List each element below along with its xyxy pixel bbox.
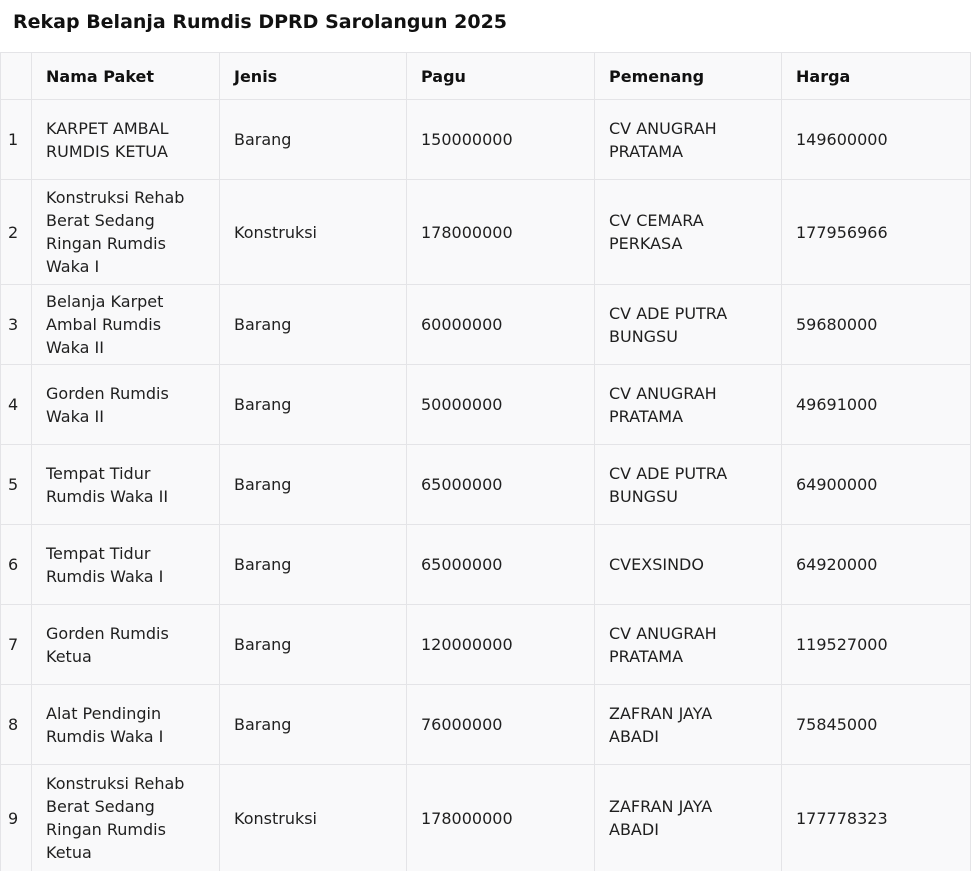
cell-harga: 177956966 bbox=[782, 180, 971, 285]
table-row bbox=[1, 765, 971, 871]
cell-no: 7 bbox=[1, 605, 32, 685]
cell-no: 8 bbox=[1, 685, 32, 765]
cell-harga: 64900000 bbox=[782, 445, 971, 525]
cell-pemenang: CV ADE PUTRA BUNGSU bbox=[595, 285, 782, 365]
cell-harga: 149600000 bbox=[782, 100, 971, 180]
cell-pemenang: CV CEMARA PERKASA bbox=[595, 180, 782, 285]
table-body bbox=[1, 100, 971, 871]
cell-nama-paket: Konstruksi Rehab Berat Sedang Ringan Rumdis Waka I bbox=[32, 180, 220, 285]
cell-jenis: Barang bbox=[220, 605, 407, 685]
header-pagu: Pagu bbox=[407, 53, 595, 100]
data-table bbox=[0, 52, 971, 871]
table-header bbox=[1, 53, 971, 100]
table-row bbox=[1, 365, 971, 445]
table-row bbox=[1, 445, 971, 525]
cell-no: 5 bbox=[1, 445, 32, 525]
cell-pemenang: CV ADE PUTRA BUNGSU bbox=[595, 445, 782, 525]
header-pemenang: Pemenang bbox=[595, 53, 782, 100]
header-no bbox=[1, 53, 32, 100]
cell-pagu: 178000000 bbox=[407, 180, 595, 285]
cell-harga: 49691000 bbox=[782, 365, 971, 445]
header-harga: Harga bbox=[782, 53, 971, 100]
cell-harga: 64920000 bbox=[782, 525, 971, 605]
cell-nama-paket: Konstruksi Rehab Berat Sedang Ringan Rumdis Ketua bbox=[32, 765, 220, 871]
cell-harga: 75845000 bbox=[782, 685, 971, 765]
cell-pagu: 150000000 bbox=[407, 100, 595, 180]
table-row bbox=[1, 100, 971, 180]
cell-nama-paket: KARPET AMBAL RUMDIS KETUA bbox=[32, 100, 220, 180]
table-row bbox=[1, 525, 971, 605]
cell-nama-paket: Gorden Rumdis Ketua bbox=[32, 605, 220, 685]
cell-no: 4 bbox=[1, 365, 32, 445]
cell-harga: 59680000 bbox=[782, 285, 971, 365]
cell-pagu: 178000000 bbox=[407, 765, 595, 871]
cell-pagu: 50000000 bbox=[407, 365, 595, 445]
cell-jenis: Barang bbox=[220, 685, 407, 765]
cell-pemenang: CVEXSINDO bbox=[595, 525, 782, 605]
cell-no: 1 bbox=[1, 100, 32, 180]
cell-nama-paket: Belanja Karpet Ambal Rumdis Waka II bbox=[32, 285, 220, 365]
cell-jenis: Konstruksi bbox=[220, 765, 407, 871]
cell-pemenang: ZAFRAN JAYA ABADI bbox=[595, 765, 782, 871]
cell-pagu: 65000000 bbox=[407, 525, 595, 605]
cell-pagu: 60000000 bbox=[407, 285, 595, 365]
cell-pemenang: CV ANUGRAH PRATAMA bbox=[595, 365, 782, 445]
table-row bbox=[1, 685, 971, 765]
table-row bbox=[1, 605, 971, 685]
page-title: Rekap Belanja Rumdis DPRD Sarolangun 2025 bbox=[13, 11, 508, 33]
cell-nama-paket: Tempat Tidur Rumdis Waka II bbox=[32, 445, 220, 525]
cell-pagu: 120000000 bbox=[407, 605, 595, 685]
header-nama-paket: Nama Paket bbox=[32, 53, 220, 100]
cell-jenis: Barang bbox=[220, 100, 407, 180]
table-row bbox=[1, 285, 971, 365]
data-table-container bbox=[0, 52, 973, 871]
cell-pagu: 65000000 bbox=[407, 445, 595, 525]
header-row bbox=[1, 53, 971, 100]
cell-nama-paket: Tempat Tidur Rumdis Waka I bbox=[32, 525, 220, 605]
cell-harga: 177778323 bbox=[782, 765, 971, 871]
table-row bbox=[1, 180, 971, 285]
cell-no: 6 bbox=[1, 525, 32, 605]
header-jenis: Jenis bbox=[220, 53, 407, 100]
cell-pagu: 76000000 bbox=[407, 685, 595, 765]
cell-pemenang: CV ANUGRAH PRATAMA bbox=[595, 100, 782, 180]
cell-jenis: Barang bbox=[220, 285, 407, 365]
cell-jenis: Barang bbox=[220, 525, 407, 605]
cell-no: 9 bbox=[1, 765, 32, 871]
cell-harga: 119527000 bbox=[782, 605, 971, 685]
cell-jenis: Konstruksi bbox=[220, 180, 407, 285]
cell-nama-paket: Alat Pendingin Rumdis Waka I bbox=[32, 685, 220, 765]
cell-jenis: Barang bbox=[220, 365, 407, 445]
cell-jenis: Barang bbox=[220, 445, 407, 525]
cell-pemenang: CV ANUGRAH PRATAMA bbox=[595, 605, 782, 685]
cell-nama-paket: Gorden Rumdis Waka II bbox=[32, 365, 220, 445]
cell-pemenang: ZAFRAN JAYA ABADI bbox=[595, 685, 782, 765]
cell-no: 3 bbox=[1, 285, 32, 365]
cell-no: 2 bbox=[1, 180, 32, 285]
